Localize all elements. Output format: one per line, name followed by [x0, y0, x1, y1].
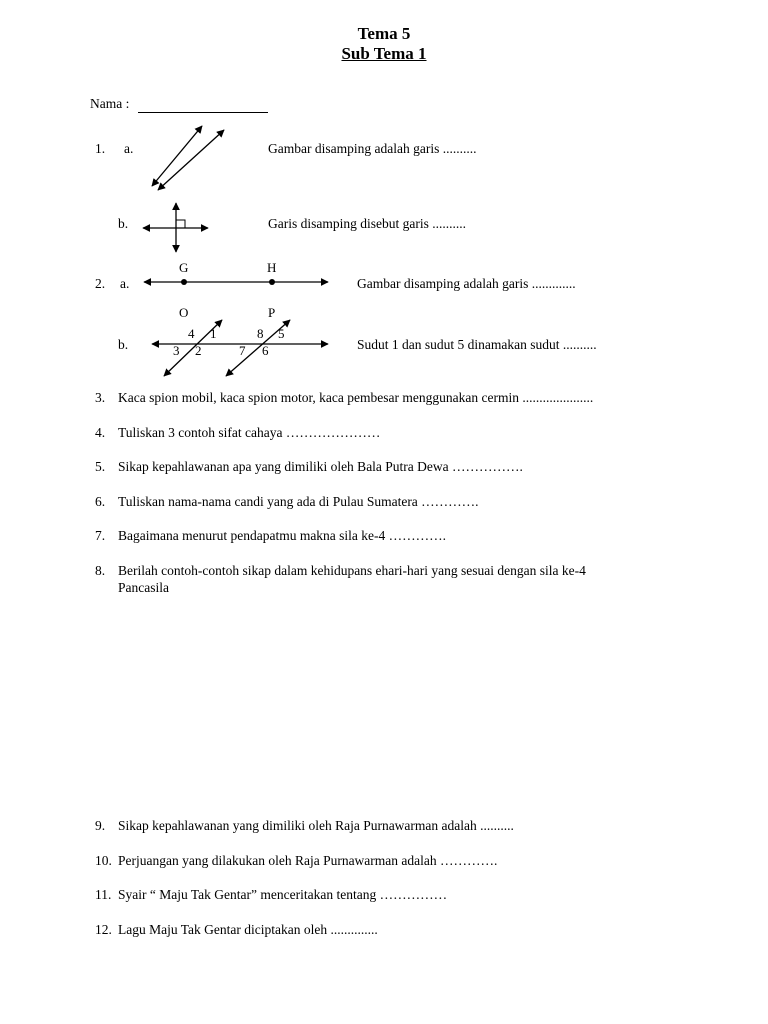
- q9-text: Sikap kepahlawanan yang dimiliki oleh Raja Purnawarman adalah ..........: [118, 818, 514, 833]
- point-g-label: G: [179, 260, 189, 275]
- transversal-angles-figure: [140, 302, 340, 382]
- q12-number: 12.: [95, 922, 112, 937]
- point-h: [269, 279, 275, 285]
- q2-number: 2.: [95, 276, 106, 291]
- angle-1-label: 1: [210, 326, 217, 341]
- q1-number: 1.: [95, 141, 106, 156]
- q4-number: 4.: [95, 425, 106, 440]
- q1a-text: Gambar disamping adalah garis ..........: [268, 141, 477, 156]
- angle-3-label: 3: [173, 343, 180, 358]
- q8-number: 8.: [95, 563, 106, 578]
- name-label: Nama :: [90, 96, 130, 111]
- angle-5-label: 5: [278, 326, 285, 341]
- q2b-text: Sudut 1 dan sudut 5 dinamakan sudut ..........: [357, 337, 597, 352]
- q7-number: 7.: [95, 528, 106, 543]
- parallel-lines-figure: [140, 118, 240, 198]
- q10-text: Perjuangan yang dilakukan oleh Raja Purnawarman adalah ………….: [118, 853, 498, 868]
- q9-number: 9.: [95, 818, 106, 833]
- q1b-text: Garis disamping disebut garis ..........: [268, 216, 466, 231]
- q1a-label: a.: [124, 141, 134, 156]
- page-subtitle: Sub Tema 1: [341, 44, 427, 63]
- page-title: Tema 5: [357, 24, 411, 43]
- q7-text: Bagaimana menurut pendapatmu makna sila ke-4 ………….: [118, 528, 447, 543]
- q12-text: Lagu Maju Tak Gentar diciptakan oleh ..............: [118, 922, 378, 937]
- q5-number: 5.: [95, 459, 106, 474]
- angle-2-label: 2: [195, 343, 202, 358]
- angle-7-label: 7: [239, 343, 246, 358]
- q1b-label: b.: [118, 216, 129, 231]
- q3-number: 3.: [95, 390, 106, 405]
- perpendicular-lines-figure: [140, 200, 215, 255]
- angle-8-label: 8: [257, 326, 264, 341]
- q8-text-continued: Pancasila: [118, 580, 169, 595]
- q2a-label: a.: [120, 276, 130, 291]
- q10-number: 10.: [95, 853, 112, 868]
- line-gh-figure: [140, 258, 340, 298]
- q5-text: Sikap kepahlawanan apa yang dimiliki oleh Bala Putra Dewa …………….: [118, 459, 523, 474]
- q3-text: Kaca spion mobil, kaca spion motor, kaca pembesar menggunakan cermin .....................: [118, 390, 594, 405]
- q8-text: Berilah contoh-contoh sikap dalam kehidupans ehari-hari yang sesuai dengan sila ke-4: [118, 563, 586, 578]
- q6-text: Tuliskan nama-nama candi yang ada di Pulau Sumatera ………….: [118, 494, 479, 509]
- name-blank-line[interactable]: [138, 112, 268, 113]
- q11-number: 11.: [95, 887, 112, 902]
- point-h-label: H: [267, 260, 277, 275]
- angle-6-label: 6: [262, 343, 269, 358]
- point-g: [181, 279, 187, 285]
- line-o-label: O: [179, 305, 189, 320]
- q11-text: Syair “ Maju Tak Gentar” menceritakan tentang ……………: [118, 887, 448, 902]
- q2a-text: Gambar disamping adalah garis .............: [357, 276, 576, 291]
- angle-4-label: 4: [188, 326, 195, 341]
- line-p-label: P: [268, 305, 276, 320]
- q4-text: Tuliskan 3 contoh sifat cahaya …………………: [118, 425, 381, 440]
- q2b-label: b.: [118, 337, 129, 352]
- q6-number: 6.: [95, 494, 106, 509]
